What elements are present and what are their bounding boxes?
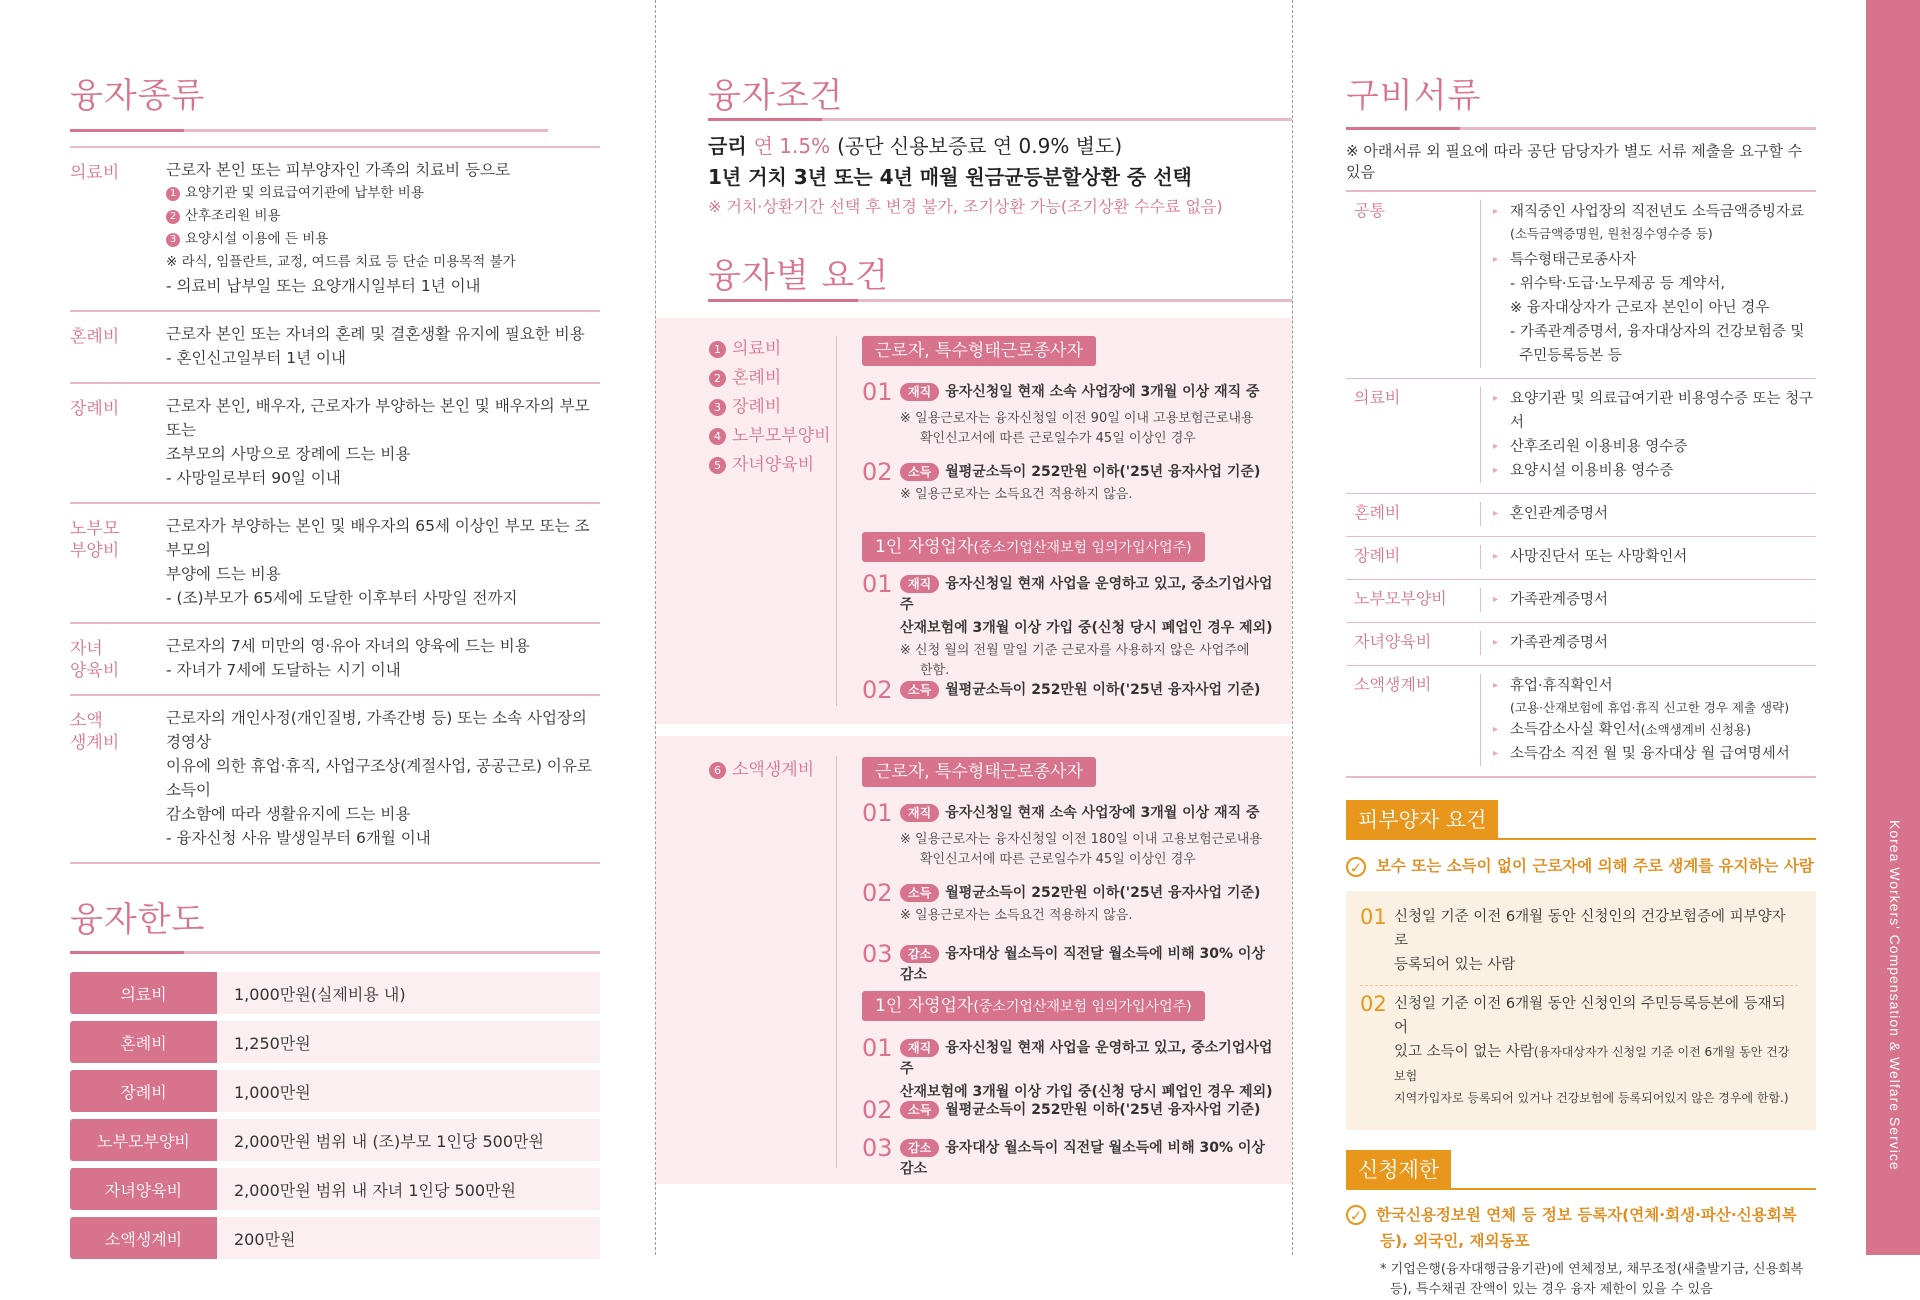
title-rule [70, 951, 600, 954]
req-number: 02 [862, 458, 893, 486]
req-text: 융자대상 월소득이 직전달 월소득에 비해 30% 이상 감소 [900, 1140, 1265, 1177]
job-tag: 재직 [900, 1039, 939, 1057]
category-item: 2 혼례비 [709, 364, 831, 393]
title-rule [1346, 127, 1816, 130]
loan-type-category: 혼례비 [70, 327, 120, 347]
list-item [166, 228, 600, 251]
limit-value: 200만원 [217, 1217, 600, 1259]
requirement-item [862, 676, 1282, 704]
req-note: 한함. [920, 663, 950, 678]
doc-category: 장례비 [1346, 545, 1481, 569]
dependent-conditions [1346, 891, 1816, 1130]
req-text: 융자신청일 현재 소속 사업장에 3개월 이상 재직 중 [945, 805, 1260, 821]
income-tag: 소득 [900, 1101, 939, 1119]
loan-type-desc: 부양에 드는 비용 [166, 565, 281, 583]
rate-value: 연 1.5% [753, 134, 831, 158]
list-item [166, 182, 600, 205]
list-item-text: 산후조리원 비용 [185, 208, 281, 224]
category-label: 장례비 [732, 397, 782, 417]
restriction-text: 한국신용정보원 연체 등 정보 등록자(연체·회생·파산·신용회복 [1376, 1205, 1797, 1224]
req-text: 월평균소득이 252만원 이하('25년 융자사업 기준) [945, 1102, 1261, 1118]
check-icon: ✓ [1346, 1205, 1366, 1225]
note-text: - 의료비 납부일 또는 요양개시일부터 1년 이내 [166, 277, 481, 295]
restriction-title: 신청제한 [1346, 1150, 1451, 1188]
restriction-note [1346, 1260, 1816, 1300]
limit-value: 2,000만원 범위 내 (조)부모 1인당 500만원 [217, 1119, 600, 1161]
loan-type-category: 노부모 부양비 [70, 519, 120, 561]
doc-category: 자녀양육비 [1346, 631, 1481, 655]
category-label: 노부모부양비 [732, 426, 831, 446]
restriction-section [1346, 1150, 1816, 1300]
doc-text: 휴업·휴직확인서 [1510, 678, 1613, 694]
doc-item: ▸ 산후조리원 이용비용 영수증 [1493, 435, 1816, 459]
doc-subtext: ※ 융자대상자가 근로자 본인이 아닌 경우 [1510, 300, 1770, 316]
dependent-main-text: 보수 또는 소득이 없이 근로자에 의해 주로 생계를 유지하는 사람 [1376, 857, 1814, 875]
doc-row [1346, 378, 1816, 493]
loan-type-desc: 이유에 의한 휴업·휴직, 사업구조상(계절사업, 공공근로) 이유로 소득이 [166, 757, 592, 799]
loan-type-row [70, 310, 600, 382]
documents-column [1346, 0, 1816, 1297]
note-text: ※ 라식, 임플란트, 교정, 여드름 치료 등 단순 미용목적 불가 [166, 254, 516, 270]
requirement-item [862, 799, 1282, 870]
column-divider-2 [1292, 0, 1293, 1255]
condition-item [1360, 986, 1798, 1116]
income-tag: 소득 [900, 884, 939, 902]
req-number: 01 [862, 378, 893, 406]
pill-sublabel: (중소기업산재보험 임의가입사업주) [973, 999, 1192, 1015]
loan-type-desc: - 융자신청 사유 발생일부터 6개월 이내 [166, 829, 431, 847]
category-item: 1 의료비 [709, 335, 831, 364]
req-note: ※ 신청 월의 전월 말일 기준 근로자를 사용하지 않은 사업주에 [900, 643, 1250, 658]
req-number: 02 [862, 676, 893, 704]
doc-subtext: (소득금액증명원, 원천징수영수증 등) [1510, 226, 1713, 241]
self-employed-pill [862, 991, 1205, 1021]
documents-note: ※ 아래서류 외 필요에 따라 공단 담당자가 별도 서류 제출을 요구할 수 있음 [1346, 142, 1803, 181]
reduce-tag: 감소 [900, 945, 939, 963]
req-number: 03 [862, 940, 893, 968]
loan-type-category: 소액 생계비 [70, 711, 120, 753]
category-list-b [709, 756, 814, 785]
loan-types-title: 융자종류 [70, 76, 206, 116]
doc-row [1346, 622, 1816, 665]
condition-subtext: 지역가입자로 등록되어 있거나 건강보험에 등록되어있지 않은 경우에 한함.) [1394, 1090, 1789, 1105]
limit-category: 의료비 [70, 972, 217, 1014]
doc-subtext: 주민등록등본 등 [1510, 348, 1622, 364]
condition-number: 01 [1360, 904, 1387, 929]
requirement-item [862, 458, 1282, 505]
doc-row [1346, 536, 1816, 579]
dependent-title: 피부양자 요건 [1346, 800, 1498, 838]
title-rule [708, 118, 1292, 121]
doc-category: 의료비 [1346, 387, 1481, 483]
limit-value: 2,000만원 범위 내 자녀 1인당 500만원 [217, 1168, 600, 1210]
condition-text: 등록되어 있는 사람 [1394, 956, 1516, 973]
category-number: 6 [709, 762, 726, 779]
doc-subtext: - 위수탁·도급·노무제공 등 계약서, [1510, 276, 1725, 292]
pill-label: 1인 자영업자 [875, 537, 974, 557]
loan-type-desc: 감소함에 따라 생활유지에 드는 비용 [166, 805, 411, 823]
limit-value: 1,000만원 [217, 1070, 600, 1112]
number-badge: 2 [166, 210, 180, 224]
rate-line [708, 130, 1122, 159]
doc-subtext: (고용·산재보험에 휴업·휴직 신고한 경우 제출 생략) [1510, 700, 1790, 715]
loan-type-desc: 근로자 본인, 배우자, 근로자가 부양하는 본인 및 배우자의 부모 또는 [166, 397, 590, 439]
req-text: 월평균소득이 252만원 이하('25년 융자사업 기준) [945, 464, 1261, 480]
documents-table [1346, 190, 1816, 778]
worker-pill: 근로자, 특수형태근로종사자 [862, 757, 1096, 787]
loan-types-column [70, 0, 600, 1255]
limit-category: 혼례비 [70, 1021, 217, 1063]
divider [836, 756, 837, 1168]
limit-row [70, 1021, 600, 1063]
req-number: 01 [862, 570, 893, 598]
loan-type-row [70, 146, 600, 310]
doc-item [1493, 674, 1816, 718]
doc-row [1346, 493, 1816, 536]
requirement-item [862, 570, 1282, 681]
income-tag: 소득 [900, 681, 939, 699]
req-note: ※ 일용근로자는 소득요건 적용하지 않음. [900, 908, 1133, 923]
req-text: 융자대상 월소득이 직전달 월소득에 비해 30% 이상 감소 [900, 946, 1265, 983]
category-item [709, 756, 814, 785]
condition-text: 신청일 기준 이전 6개월 동안 신청인의 건강보험증에 피부양자로 [1394, 908, 1786, 949]
limit-category: 소액생계비 [70, 1217, 217, 1259]
loan-conditions-column [656, 0, 1292, 1255]
doc-item: ▸ 소득감소 직전 월 및 융자대상 월 급여명세서 [1493, 742, 1816, 766]
req-text: 산재보험에 3개월 이상 가입 중(신청 당시 폐업인 경우 제외) [900, 1084, 1273, 1100]
limit-category: 노부모부양비 [70, 1119, 217, 1161]
loan-limit-table [70, 972, 600, 1259]
req-text: 융자신청일 현재 사업을 운영하고 있고, 중소기업사업주 [900, 576, 1273, 613]
job-tag: 재직 [900, 383, 939, 401]
doc-row [1346, 579, 1816, 622]
divider [1346, 1188, 1816, 1190]
limit-category: 자녀양육비 [70, 1168, 217, 1210]
doc-category: 공통 [1346, 200, 1481, 368]
loan-type-category: 장례비 [70, 399, 120, 419]
limit-row [70, 972, 600, 1014]
loan-limit-title: 융자한도 [70, 900, 206, 940]
job-tag: 재직 [900, 804, 939, 822]
req-note: 확인신고서에 따른 근로일수가 45일 이상인 경우 [920, 431, 1196, 446]
req-text: 월평균소득이 252만원 이하('25년 융자사업 기준) [945, 885, 1261, 901]
req-note: 확인신고서에 따른 근로일수가 45일 이상인 경우 [920, 852, 1196, 867]
loan-type-desc: 근로자의 개인사정(개인질병, 가족간병 등) 또는 소속 사업장의 경영상 [166, 709, 587, 751]
doc-text: 소득감소사실 확인서 [1510, 722, 1641, 738]
loan-type-row [70, 382, 600, 502]
req-note: ※ 일용근로자는 소득요건 적용하지 않음. [900, 487, 1133, 502]
rate-label: 금리 [708, 134, 747, 158]
job-tag: 재직 [900, 575, 939, 593]
number-badge: 1 [166, 187, 180, 201]
category-label: 소액생계비 [732, 760, 815, 780]
restriction-note-text: 등), 특수채권 잔액이 있는 경우 융자 제한이 있을 수 있음 [1390, 1281, 1713, 1297]
loan-type-row [70, 694, 600, 864]
loan-type-desc: 근로자의 7세 미만의 영·유아 자녀의 양육에 드는 비용 [166, 637, 530, 655]
restriction-main [1346, 1202, 1816, 1254]
req-text: 월평균소득이 252만원 이하('25년 융자사업 기준) [945, 682, 1261, 698]
title-rule [70, 129, 548, 132]
category-item: 3 장례비 [709, 393, 831, 422]
limit-category: 장례비 [70, 1070, 217, 1112]
category-label: 혼례비 [732, 368, 782, 388]
doc-category: 노부모부양비 [1346, 588, 1481, 612]
limit-row [70, 1119, 600, 1161]
doc-item [1493, 248, 1816, 368]
loan-type-desc: - 혼인신고일부터 1년 이내 [166, 349, 346, 367]
req-text: 융자신청일 현재 소속 사업장에 3개월 이상 재직 중 [945, 384, 1260, 400]
loan-type-desc: - 자녀가 7세에 도달하는 시기 이내 [166, 661, 401, 679]
req-text: 융자신청일 현재 사업을 운영하고 있고, 중소기업사업주 [900, 1040, 1273, 1077]
condition-text: 있고 소득이 없는 사람 [1394, 1043, 1534, 1060]
doc-item: ▸ 혼인관계증명서 [1493, 502, 1816, 526]
list-item-text: 요양기관 및 의료급여기관에 납부한 비용 [185, 185, 424, 201]
requirement-item [862, 1034, 1282, 1103]
title-rule [708, 299, 1292, 302]
doc-item [1493, 200, 1816, 244]
doc-item: ▸ 가족관계증명서 [1493, 631, 1816, 655]
reduce-tag: 감소 [900, 1139, 939, 1157]
repayment-note: ※ 거치·상환기간 선택 후 변경 불가, 조기상환 가능(조기상환 수수료 없음) [708, 197, 1223, 216]
doc-row [1346, 190, 1816, 378]
doc-text: 특수형태근로종사자 [1510, 252, 1637, 268]
loan-conditions-title: 융자조건 [708, 76, 844, 116]
requirement-item [862, 378, 1282, 449]
req-number: 02 [862, 879, 893, 907]
limit-value: 1,000만원(실제비용 내) [217, 972, 600, 1014]
doc-category: 소액생계비 [1346, 674, 1481, 766]
pill-sublabel: (중소기업산재보험 임의가입사업주) [973, 540, 1192, 556]
repayment-text: 1년 거치 3년 또는 4년 매월 원금균등분할상환 중 선택 [708, 165, 1192, 189]
doc-subtext: (소액생계비 신청용) [1640, 722, 1751, 737]
dependent-main [1346, 854, 1816, 877]
limit-value: 1,250만원 [217, 1021, 600, 1063]
loan-type-row [70, 622, 600, 694]
list-item [166, 205, 600, 228]
income-tag: 소득 [900, 463, 939, 481]
doc-item: ▸ 요양시설 이용비용 영수증 [1493, 459, 1816, 483]
limit-row [70, 1217, 600, 1259]
loan-type-desc: - 사망일로부터 90일 이내 [166, 469, 341, 487]
doc-category: 혼례비 [1346, 502, 1481, 526]
divider [836, 336, 837, 706]
limit-row [70, 1070, 600, 1112]
doc-item: ▸ 가족관계증명서 [1493, 588, 1816, 612]
req-text: 산재보험에 3개월 이상 가입 중(신청 당시 폐업인 경우 제외) [900, 620, 1273, 636]
req-number: 01 [862, 799, 893, 827]
requirement-item [862, 879, 1282, 926]
limit-row [70, 1168, 600, 1210]
divider [1346, 838, 1816, 840]
check-icon: ✓ [1346, 857, 1366, 877]
requirement-item [862, 1134, 1282, 1180]
loan-type-desc: 근로자가 부양하는 본인 및 배우자의 65세 이상인 부모 또는 조부모의 [166, 517, 590, 559]
category-list-a [709, 335, 831, 480]
condition-subtext: (융자대상자가 신청일 기준 이전 6개월 동안 건강보험 [1394, 1044, 1790, 1083]
number-badge: 3 [166, 233, 180, 247]
pill-label: 1인 자영업자 [875, 996, 974, 1016]
loan-type-desc: 조부모의 사망으로 장례에 드는 비용 [166, 445, 411, 463]
dependent-section [1346, 800, 1816, 1130]
restriction-note-text: * 기업은행(융자대행금융기관)에 연체정보, 채무조정(새출발기금, 신용회복 [1380, 1261, 1804, 1277]
req-number: 03 [862, 1134, 893, 1162]
doc-row [1346, 665, 1816, 776]
self-employed-pill [862, 532, 1205, 562]
worker-pill: 근로자, 특수형태근로종사자 [862, 336, 1096, 366]
restriction-text: 등), 외국인, 재외동포 [1380, 1231, 1530, 1250]
req-note: ※ 일용근로자는 융자신청일 이전 180일 이내 고용보험근로내용 [900, 832, 1262, 847]
condition-text: 신청일 기준 이전 6개월 동안 신청인의 주민등록등본에 등재되어 [1394, 995, 1786, 1036]
loan-types-table [70, 146, 600, 864]
category-item: 5 자녀양육비 [709, 451, 831, 480]
loan-type-desc: - (조)부모가 65세에 도달한 이후부터 사망일 전까지 [166, 589, 518, 607]
doc-item: ▸ 사망진단서 또는 사망확인서 [1493, 545, 1816, 569]
requirement-item [862, 1096, 1282, 1124]
category-item: 4 노부모부양비 [709, 422, 831, 451]
doc-item: ▸ 요양기관 및 의료급여기관 비용영수증 또는 청구서 [1493, 387, 1816, 435]
loan-type-desc: 근로자 본인 또는 피부양자인 가족의 치료비 등으로 [166, 161, 510, 179]
brand-sidebar-text: Korea Workers' Compensation & Welfare Service [1887, 820, 1903, 1171]
loan-type-desc: 근로자 본인 또는 자녀의 혼례 및 결혼생활 유지에 필요한 비용 [166, 325, 585, 343]
req-number: 02 [862, 1096, 893, 1124]
condition-item [1360, 905, 1798, 986]
req-note: ※ 일용근로자는 융자신청일 이전 90일 이내 고용보험근로내용 [900, 411, 1254, 426]
rate-extra: (공단 신용보증료 연 0.9% 별도) [837, 134, 1123, 158]
req-number: 01 [862, 1034, 893, 1062]
requirements-title: 융자별 요건 [708, 256, 890, 296]
requirement-item [862, 940, 1282, 986]
loan-type-category: 자녀 양육비 [70, 639, 120, 681]
list-item-text: 요양시설 이용에 든 비용 [185, 231, 329, 247]
category-label: 의료비 [732, 339, 782, 359]
doc-item [1493, 718, 1816, 742]
documents-title: 구비서류 [1346, 76, 1482, 116]
category-label: 자녀양육비 [732, 455, 815, 475]
loan-type-category: 의료비 [70, 163, 120, 183]
doc-text: 재직중인 사업장의 직전년도 소득금액증빙자료 [1510, 204, 1804, 220]
loan-type-row [70, 502, 600, 622]
doc-subtext: - 가족관계증명서, 융자대상자의 건강보험증 및 [1510, 324, 1805, 340]
condition-number: 02 [1360, 991, 1387, 1016]
